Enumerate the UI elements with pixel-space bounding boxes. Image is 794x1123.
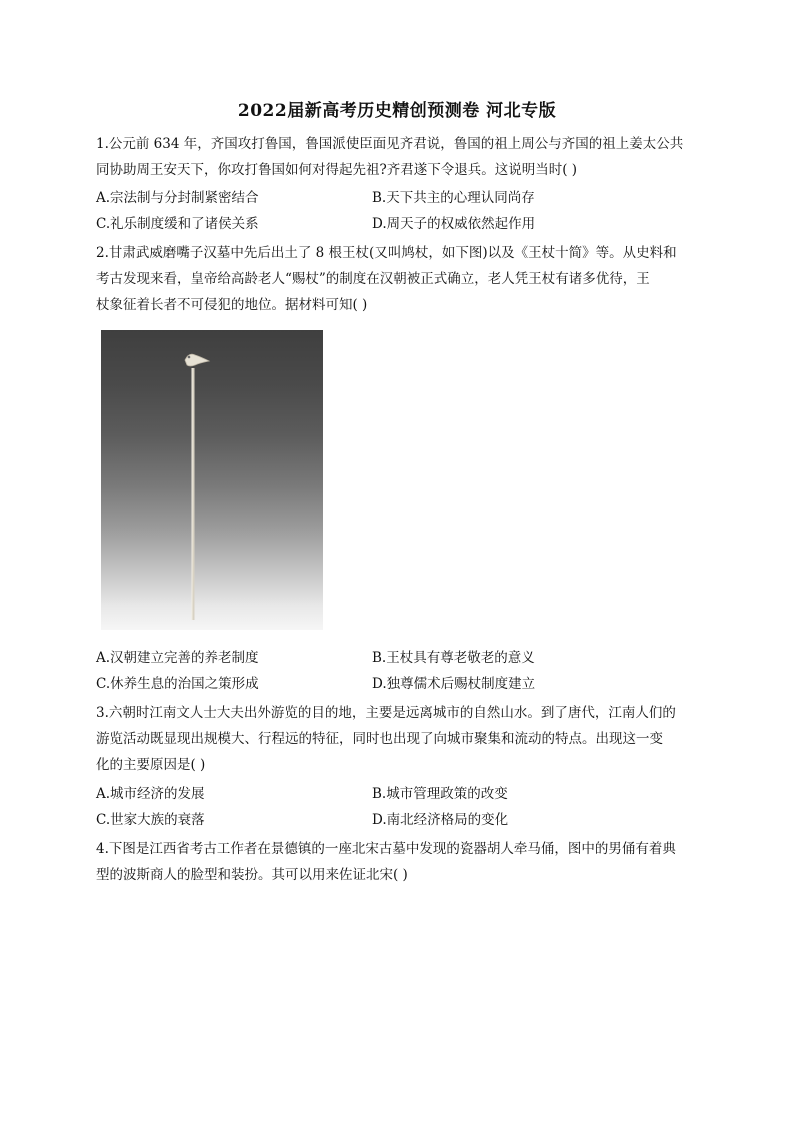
- question-3-options: [96, 781, 700, 833]
- question-3-option-b: B.城市管理政策的改变: [372, 786, 508, 802]
- question-1-stem: [96, 131, 700, 183]
- question-2-line-3: 杖象征着长者不可侵犯的地位。据材料可知( ): [96, 297, 368, 313]
- question-4-line-1: 4.下图是江西省考古工作者在景德镇的一座北宋古墓中发现的瓷器胡人牵马俑，图中的男俑有着典: [96, 841, 676, 857]
- question-2-option-b: B.王杖具有尊老敬老的意义: [372, 650, 535, 666]
- dove-staff-image: [101, 330, 323, 630]
- question-3-line-1: 3.六朝时江南文人士大夫出外游览的目的地，主要是远离城市的自然山水。到了唐代，江南人们的: [96, 705, 676, 721]
- question-3-option-a: A.城市经济的发展: [96, 786, 205, 802]
- question-3-option-c: C.世家大族的衰落: [96, 812, 205, 828]
- question-4-line-2: 型的波斯商人的脸型和装扮。其可以用来佐证北宋( ): [96, 867, 408, 883]
- question-3-stem: [96, 700, 700, 778]
- option-row: [96, 211, 700, 237]
- option-row: [96, 807, 700, 833]
- question-2-line-2: 考古发现来看，皇帝给高龄老人“赐杖”的制度在汉朝被正式确立，老人凭王杖有诸多优待，王: [96, 271, 650, 287]
- dove-eye-icon: [188, 356, 191, 359]
- question-1-line-2: 同协助周王安天下，你攻打鲁国如何对得起先祖?齐君遂下令退兵。这说明当时( ): [96, 162, 578, 178]
- staff-highlight: [192, 368, 193, 620]
- question-4-stem: [96, 836, 700, 888]
- exam-title: 2022届新高考历史精创预测卷 河北专版: [237, 101, 557, 121]
- question-1-option-c: C.礼乐制度缓和了诸侯关系: [96, 216, 259, 232]
- question-3-line-3: 化的主要原因是( ): [96, 757, 206, 773]
- question-2-option-c: C.休养生息的治国之策形成: [96, 676, 259, 692]
- question-3-option-d: D.南北经济格局的变化: [372, 812, 509, 828]
- wangzhang-photo: [101, 330, 323, 630]
- question-2-line-1: 2.甘肃武威磨嘴子汉墓中先后出土了 8 根王杖(又叫鸠杖，如下图)以及《王杖十简》等。从史料和: [96, 245, 677, 261]
- question-2-option-a: A.汉朝建立完善的养老制度: [96, 650, 259, 666]
- question-2-option-d: D.独尊儒术后赐杖制度建立: [372, 676, 536, 692]
- question-2-stem: [96, 240, 700, 318]
- question-1-option-b: B.天下共主的心理认同尚存: [372, 190, 535, 206]
- option-row: [96, 781, 700, 807]
- question-1-option-d: D.周天子的权威依然起作用: [372, 216, 536, 232]
- question-1-options: [96, 185, 700, 237]
- option-row: [96, 645, 700, 671]
- option-row: [96, 185, 700, 211]
- question-1-line-1: 1.公元前 634 年，齐国攻打鲁国，鲁国派使臣面见齐君说，鲁国的祖上周公与齐国的祖上姜太公共: [96, 136, 684, 152]
- question-3-line-2: 游览活动既显现出规模大、行程远的特征，同时也出现了向城市聚集和流动的特点。出现这一变: [96, 731, 663, 747]
- question-2-options: [96, 645, 700, 697]
- option-row: [96, 671, 700, 697]
- question-1-option-a: A.宗法制与分封制紧密结合: [96, 190, 259, 206]
